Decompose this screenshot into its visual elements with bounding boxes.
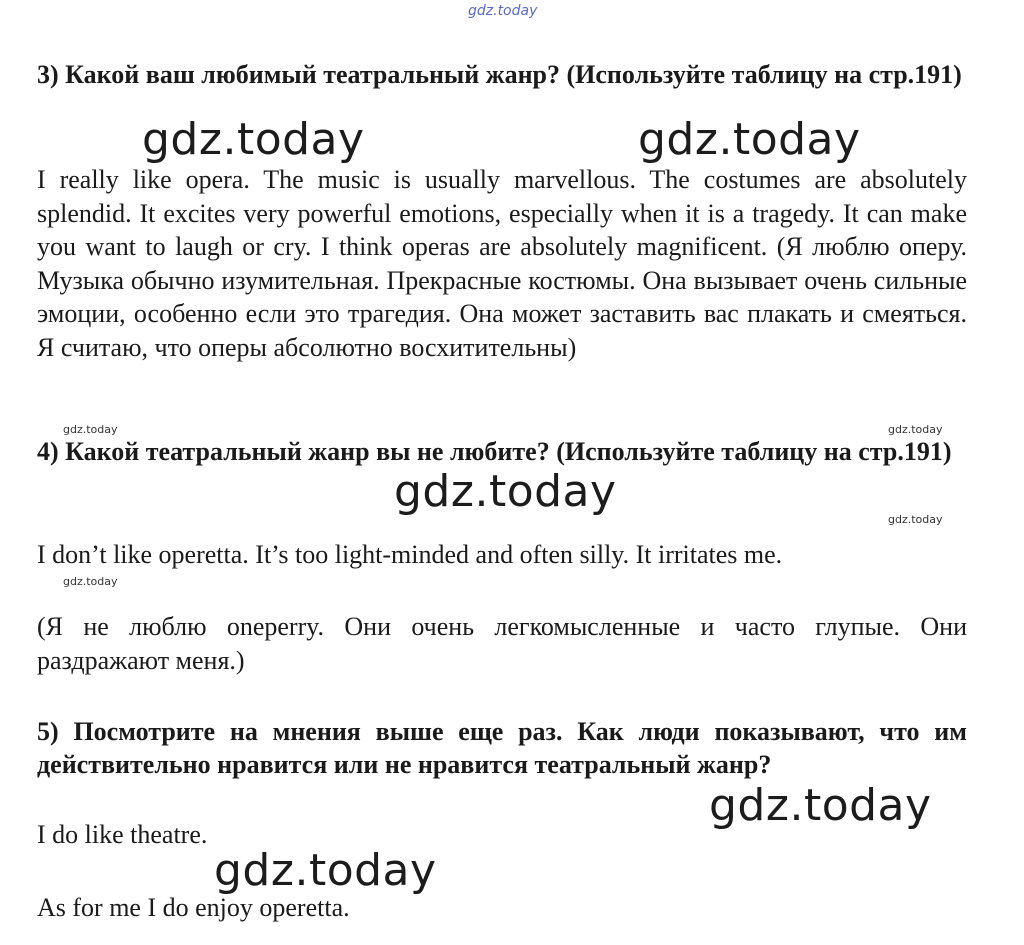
watermark-small: gdz.today — [888, 423, 943, 436]
watermark-large: gdz.today — [394, 466, 617, 517]
question-3-answer: I really like opera. The music is usually marvellous. The costumes are absolutely splendid. It excites very powerful emotions, especially when it is a tragedy. It can make you want to laugh or cry. I think operas are absolutely magnificent. (Я люблю оперу. Музыка обычно изумительная. Прекрасные костюмы. Она вызывает очень сильные эмоции, особенно если это трагедия. Она может заставить вас плакать и смеяться. Я считаю, что оперы абсолютно восхитительны) — [37, 165, 967, 362]
watermark-small: gdz.today — [63, 423, 118, 436]
question-5-heading: 5) Посмотрите на мнения выше еще раз. Как люди показывают, что им действительно нравится или не нравится театральный жанр? — [37, 717, 967, 779]
watermark-small: gdz.today — [888, 513, 943, 526]
watermark-large: gdz.today — [709, 780, 932, 831]
watermark-large: gdz.today — [214, 845, 437, 896]
question-4-answer-en: I don’t like operetta. It’s too light-minded and often silly. It irritates me. — [37, 540, 783, 569]
question-4-heading: 4) Какой театральный жанр вы не любите? (Используйте таблицу на стр.191) — [37, 437, 952, 466]
watermark-large: gdz.today — [142, 114, 365, 165]
watermark-small: gdz.today — [63, 575, 118, 588]
question-5-answer-1: I do like theatre. — [37, 820, 208, 849]
watermark-top: gdz.today — [468, 3, 538, 19]
question-5-answer-2: As for me I do enjoy operetta. — [37, 893, 350, 922]
question-3-heading: 3) Какой ваш любимый театральный жанр? (Используйте таблицу на стр.191) — [37, 60, 962, 89]
question-4-answer-ru: (Я не люблю оneperry. Они очень легкомысленные и часто глупые. Они раздражают меня.) — [37, 612, 967, 675]
watermark-large: gdz.today — [638, 114, 861, 165]
